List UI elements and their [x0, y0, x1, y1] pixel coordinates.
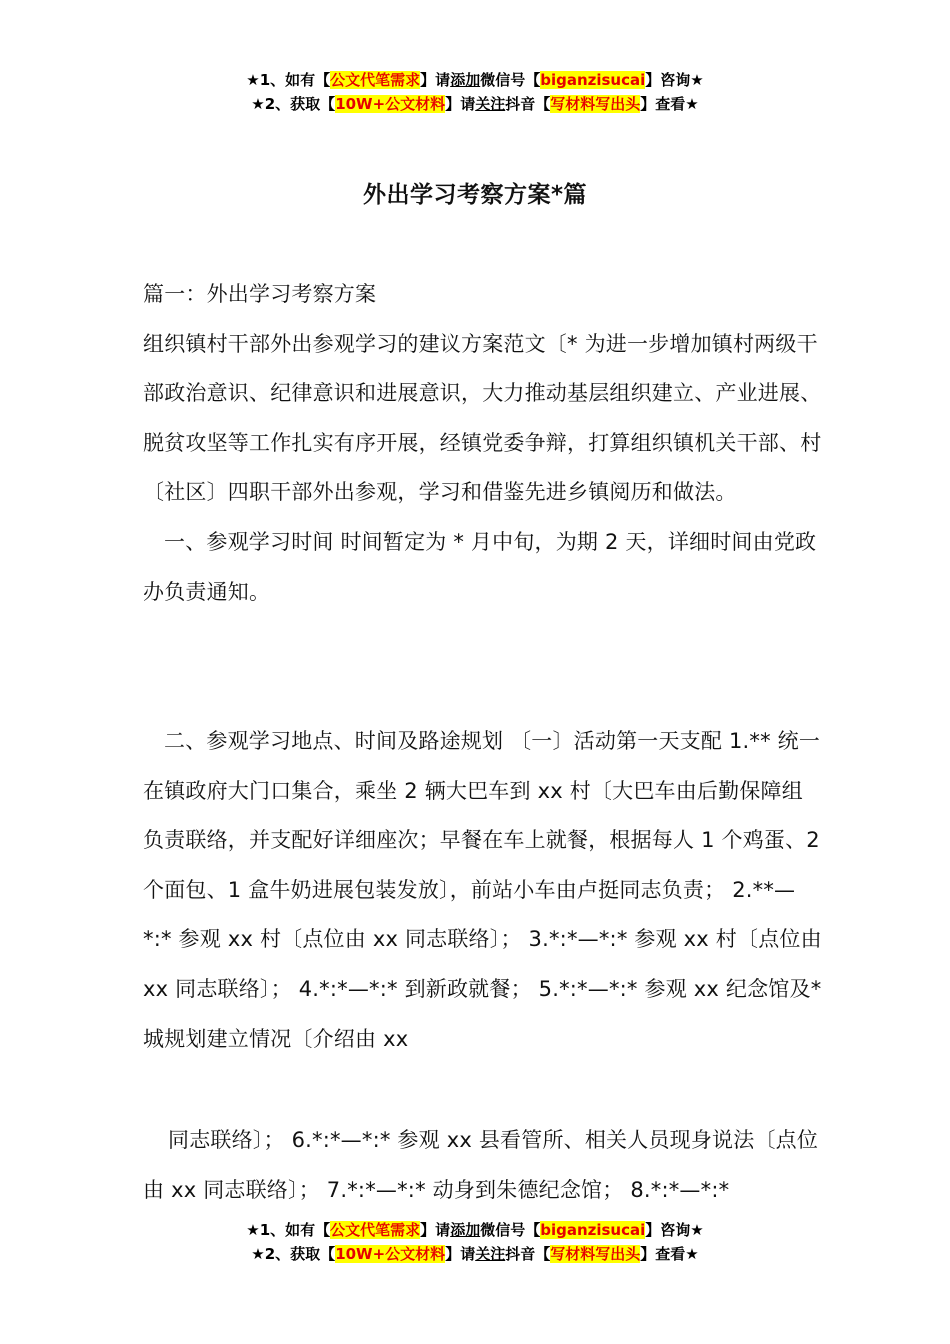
promo-text: ★1、如有【 — [246, 71, 331, 89]
promo-text: 】请 — [445, 95, 476, 113]
footer-promo-banner — [0, 1218, 950, 1266]
document-body-part-3 — [143, 1116, 823, 1215]
promo-text: 】请 — [445, 1245, 476, 1263]
promo-text: ★1、如有【 — [246, 1221, 331, 1239]
promo-underline: 添加 — [450, 71, 481, 89]
route-continued-paragraph: 同志联络〕； 6.*:*—*:* 参观 xx 县看管所、相关人员现身说法〔点位由 xx 同志联络〕； 7.*:*—*:* 动身到朱德纪念馆； 8.*:*—*:* — [143, 1128, 819, 1202]
promo-highlight: 公文代笔需求 — [330, 1221, 421, 1239]
document-body-part-2 — [143, 717, 823, 1064]
promo-underline: 添加 — [450, 1221, 481, 1239]
promo-line-2 — [0, 1242, 950, 1266]
document-title: 外出学习考察方案*篇 — [362, 182, 588, 208]
promo-highlight: 10W+公文材料 — [335, 1245, 446, 1263]
promo-text: 】咨询★ — [645, 71, 704, 89]
promo-text: 】查看★ — [640, 95, 699, 113]
time-paragraph: 一、参观学习时间 时间暂定为 * 月中旬，为期 2 天，详细时间由党政办负责通知。 — [143, 529, 817, 604]
section-heading: 篇一：外出学习考察方案 — [143, 282, 377, 306]
promo-text: 】咨询★ — [645, 1221, 704, 1239]
promo-underline: 关注 — [475, 1245, 506, 1263]
promo-highlight: 公文代笔需求 — [330, 71, 421, 89]
promo-text: 】请 — [420, 1221, 451, 1239]
document-body-part-1 — [143, 270, 823, 617]
promo-highlight: 10W+公文材料 — [335, 95, 446, 113]
promo-text: 】查看★ — [640, 1245, 699, 1263]
promo-line-2 — [0, 92, 950, 116]
route-paragraph: 二、参观学习地点、时间及路途规划 〔一〕活动第一天支配 1.** 统一在镇政府大门口集合，乘坐 2 辆大巴车到 xx 村〔大巴车由后勤保障组负责联络，并支配好详细座次；早餐在车上就餐，根据每人 1 个鸡蛋、2 个面包、1 盒牛奶进展包装发放〕，前站小车由卢挺同志负责； 2.**—*:* 参观 xx 村〔点位由 xx 同志联络〕； 3.*:*—*:* 参观 xx 村〔点位由 xx 同志联络〕； 4.*:*—*:* 到新政就餐； 5.*:*—*:* 参观 xx 纪念馆及*城规划建立情况〔介绍由 xx — [143, 729, 822, 1051]
promo-underline: 关注 — [475, 95, 506, 113]
promo-douyin-name: 写材料写出头 — [550, 95, 641, 113]
promo-text: 微信号【 — [480, 1221, 541, 1239]
promo-text: 抖音【 — [505, 95, 551, 113]
promo-wechat-id: biganzisucai — [540, 1221, 646, 1239]
promo-text: ★2、获取【 — [251, 95, 336, 113]
promo-wechat-id: biganzisucai — [540, 71, 646, 89]
promo-text: 抖音【 — [505, 1245, 551, 1263]
promo-line-1 — [0, 68, 950, 92]
header-promo-banner — [0, 68, 950, 116]
promo-text: ★2、获取【 — [251, 1245, 336, 1263]
intro-paragraph: 组织镇村干部外出参观学习的建议方案范文〔* 为进一步增加镇村两级干部政治意识、纪律意识和进展意识，大力推动基层组织建立、产业进展、脱贫攻坚等工作扎实有序开展，经镇党委争辩，打算组织镇机关干部、村〔社区〕四职干部外出参观，学习和借鉴先进乡镇阅历和做法。 — [143, 331, 822, 505]
promo-text: 微信号【 — [480, 71, 541, 89]
promo-douyin-name: 写材料写出头 — [550, 1245, 641, 1263]
promo-line-1 — [0, 1218, 950, 1242]
promo-text: 】请 — [420, 71, 451, 89]
